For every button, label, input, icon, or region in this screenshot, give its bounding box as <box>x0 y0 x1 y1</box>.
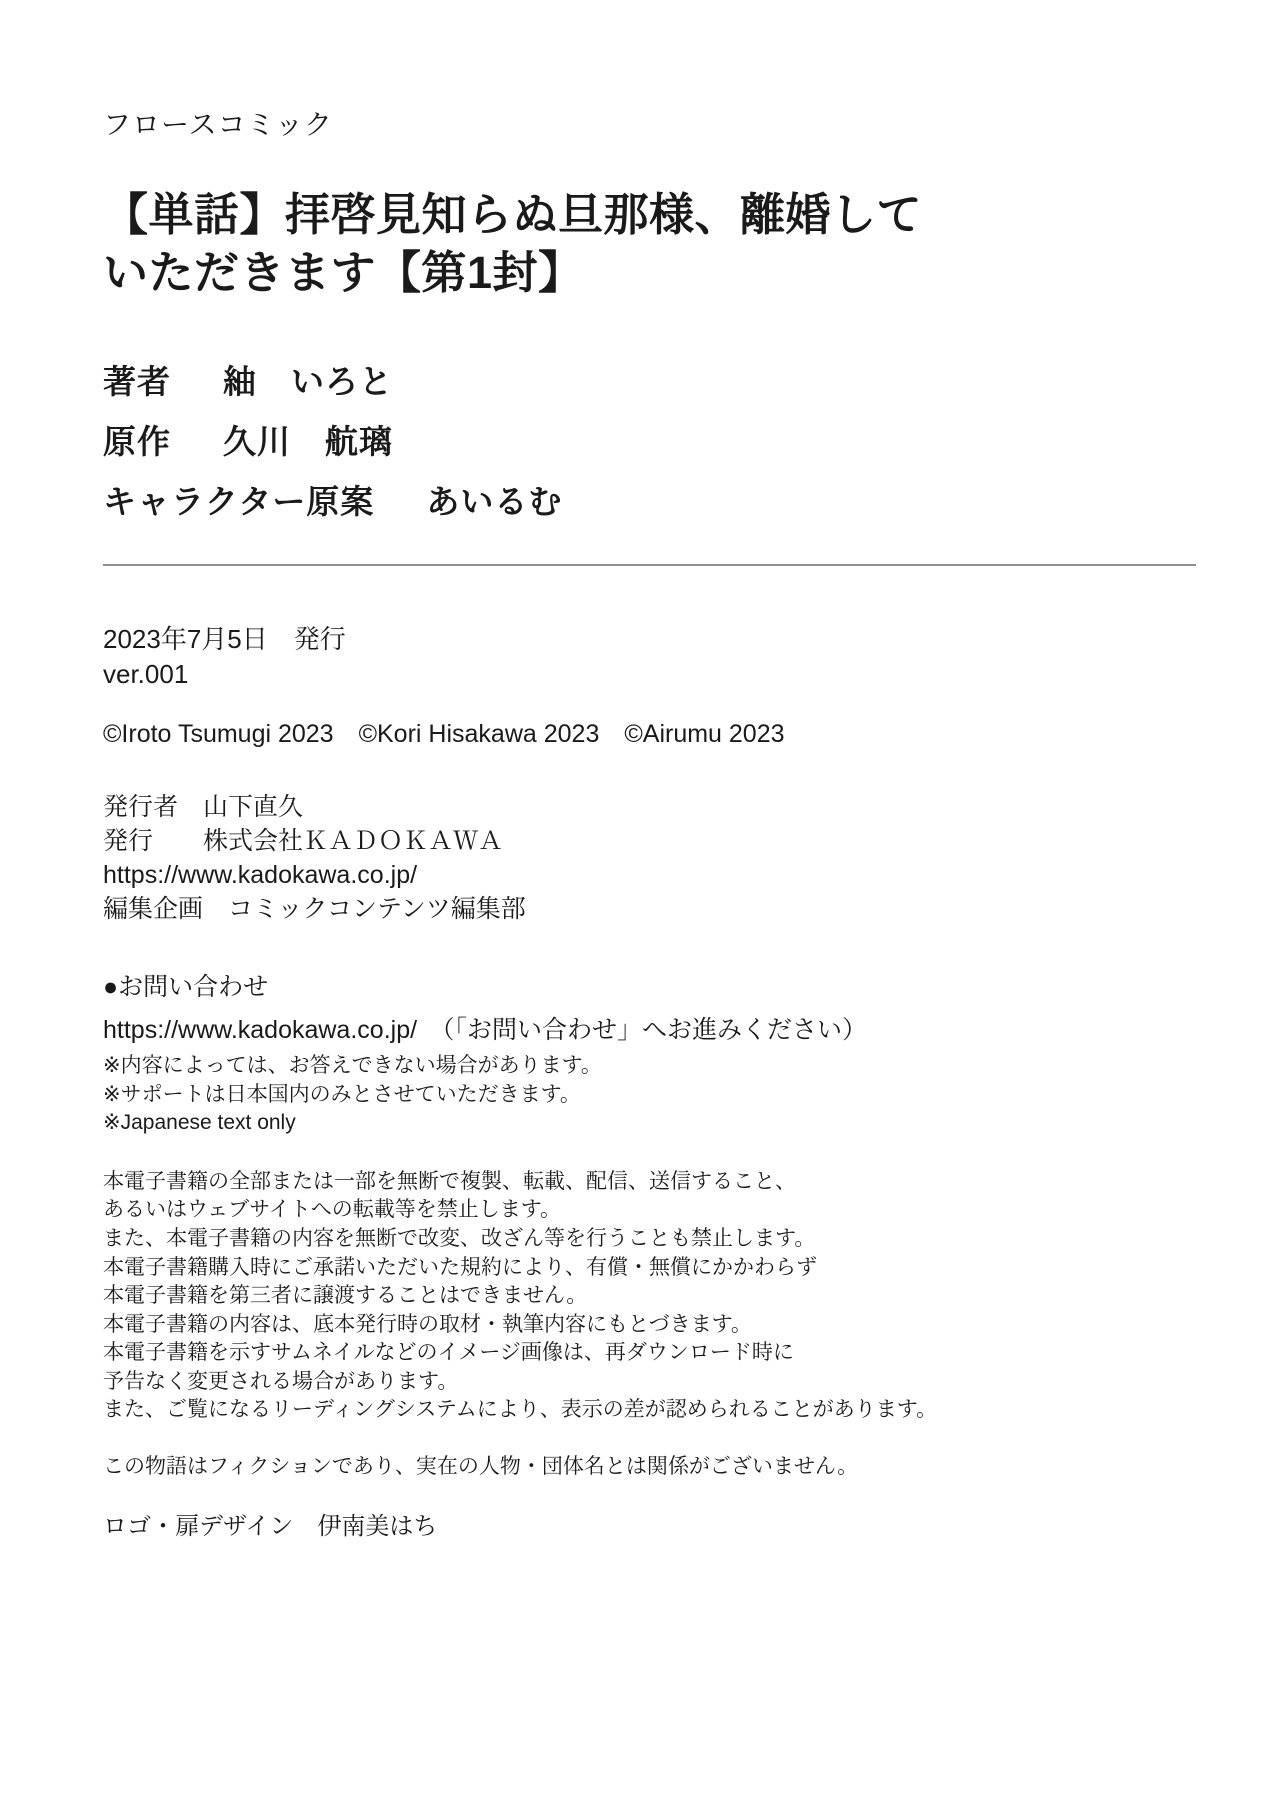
contact-note: ※Japanese text only <box>103 1111 296 1135</box>
credit-original-story-name: 久川 航璃 <box>223 422 393 460</box>
legal-block <box>103 1168 1196 1481</box>
credit-original-story-role: 原作 <box>103 422 171 460</box>
legal-line: 本電子書籍の全部または一部を無断で複製、転載、配信、送信すること、 <box>103 1169 796 1193</box>
fiction-disclaimer: この物語はフィクションであり、実在の人物・団体名とは関係がございません。 <box>103 1454 859 1478</box>
contact-heading: ●お問い合わせ <box>103 973 269 1002</box>
legal-line: また、ご覧になるリーディングシステムにより、表示の差が認められることがあります。 <box>103 1398 938 1422</box>
legal-line: また、本電子書籍の内容を無断で改変、改ざん等を行うことも禁止します。 <box>103 1227 816 1251</box>
legal-line: 本電子書籍の内容は、底本発行時の取材・執筆内容にもとづきます。 <box>103 1312 752 1336</box>
legal-line: 本電子書籍購入時にご承諾いただいた規約により、有償・無償にかかわらず <box>103 1255 817 1279</box>
credit-character-design-role: キャラクター原案 <box>103 482 375 520</box>
credit-author-role: 著者 <box>103 362 171 400</box>
credit-author <box>103 362 1196 400</box>
contact-notes <box>103 1052 1196 1138</box>
version-number: ver.001 <box>103 658 189 689</box>
legal-line: あるいはウェブサイトへの転載等を禁止します。 <box>103 1198 562 1222</box>
design-credit: ロゴ・扉デザイン 伊南美はち <box>103 1513 438 1541</box>
legal-line: 本電子書籍を示すサムネイルなどのイメージ画像は、再ダウンロード時に <box>103 1341 794 1365</box>
contact-block <box>103 971 1196 1138</box>
credit-character-design-name: あいるむ <box>426 482 563 520</box>
section-divider <box>103 564 1196 566</box>
imprint-label: フロースコミック <box>103 109 334 140</box>
copyright-notice: ©Iroto Tsumugi 2023 ©Kori Hisakawa 2023 ©Airumu 2023 <box>103 719 785 748</box>
contact-note: ※内容によっては、お答えできない場合があります。 <box>103 1054 602 1078</box>
legal-line: 予告なく変更される場合があります。 <box>103 1369 459 1393</box>
book-title-line2: いただきます【第1封】 <box>103 247 584 299</box>
credit-author-name: 紬 いろと <box>223 362 393 400</box>
edition-block <box>103 622 1196 751</box>
publisher-url: https://www.kadokawa.co.jp/ <box>103 861 418 890</box>
credit-character-design <box>103 482 1196 520</box>
publisher-person: 発行者 山下直久 <box>103 793 304 822</box>
editorial-department: 編集企画 コミックコンテンツ編集部 <box>103 895 526 924</box>
credits-block <box>103 362 1196 520</box>
contact-url: https://www.kadokawa.co.jp/ （「お問い合わせ」へお進みください） <box>103 1015 868 1044</box>
credit-original-story <box>103 422 1196 460</box>
book-title-line1: 【単話】拝啓見知らぬ旦那様、離婚して <box>103 188 923 240</box>
publication-date: 2023年7月5日 発行 <box>103 623 346 654</box>
contact-note: ※サポートは日本国内のみとさせていただきます。 <box>103 1082 581 1106</box>
publisher-block <box>103 790 1196 926</box>
legal-line: 本電子書籍を第三者に譲渡することはできません。 <box>103 1284 588 1308</box>
publisher-company: 発行 株式会社ＫＡＤＯＫＡＷＡ <box>103 827 504 856</box>
book-title <box>103 186 1196 303</box>
